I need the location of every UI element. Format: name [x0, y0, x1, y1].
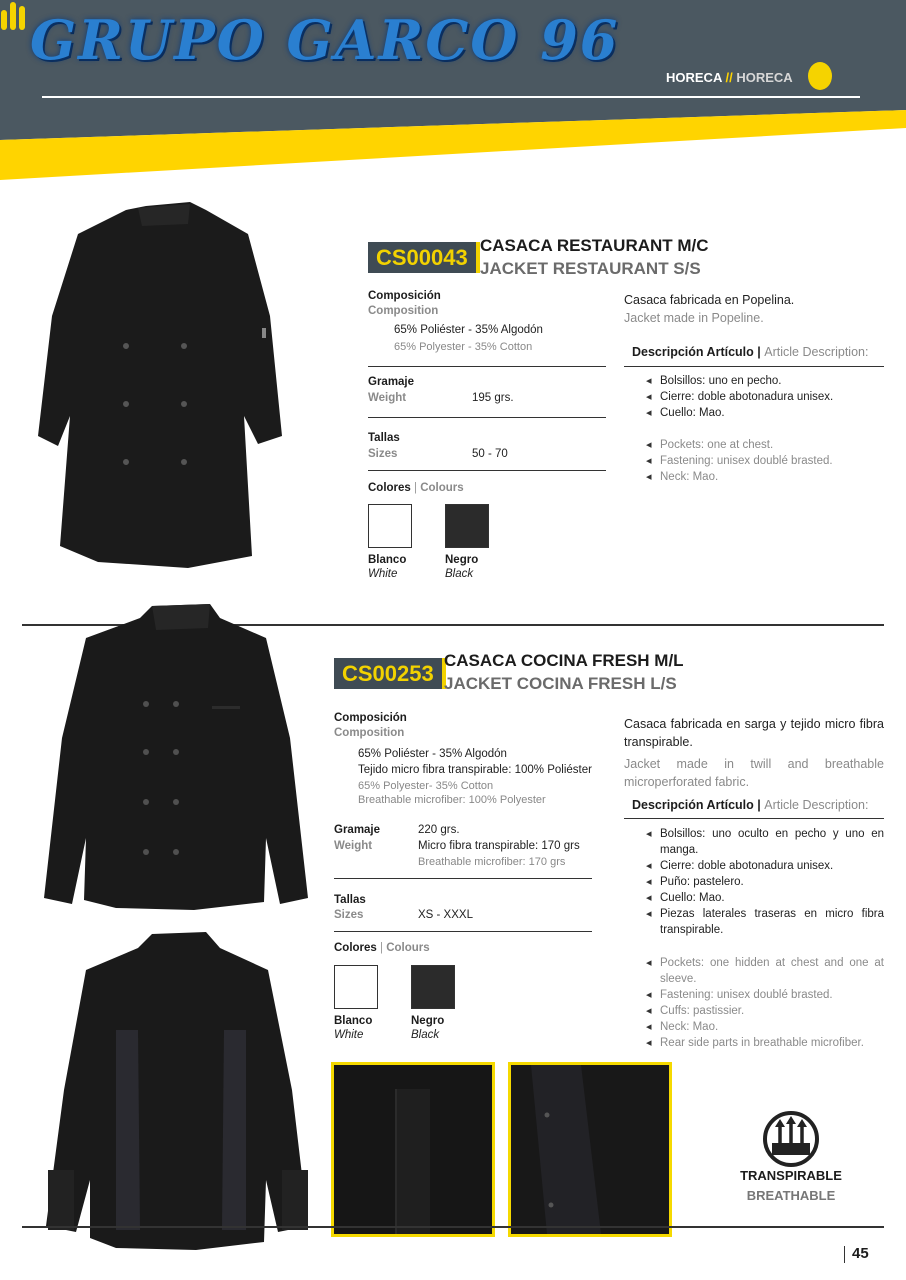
color-name-en: White	[334, 1029, 364, 1041]
color-name-es: Blanco	[368, 554, 407, 566]
product-title-en: JACKET RESTAURANT S/S	[480, 259, 701, 278]
colors-label-en: Colours	[386, 942, 430, 954]
description-divider	[624, 818, 884, 819]
article-description-es: Descripción Artículo	[632, 345, 754, 359]
header-divider	[42, 96, 860, 98]
weight-label-en: Weight	[334, 840, 373, 852]
sizes-label-en: Sizes	[334, 909, 364, 921]
fabric-detail-photo-chest	[331, 1062, 495, 1237]
list-item: ◂ Neck: Mao.	[646, 469, 884, 485]
colors-label-es: Colores	[368, 482, 411, 494]
sizes-label-en: Sizes	[368, 448, 398, 460]
composition-label-es: Composición	[368, 290, 441, 302]
breathable-icon	[762, 1110, 820, 1168]
colors-label-es: Colores	[334, 942, 377, 954]
bullet-list-en	[646, 955, 884, 1051]
spec-divider	[368, 470, 606, 471]
composition-label-en: Composition	[334, 727, 405, 739]
color-swatch-black	[411, 965, 455, 1009]
color-name-en: Black	[445, 568, 474, 580]
composition-label-en: Composition	[368, 305, 439, 317]
product-title-es: CASACA COCINA FRESH M/L	[444, 651, 684, 670]
sizes-value: 50 - 70	[472, 448, 508, 460]
colors-label-separator: |	[410, 482, 421, 494]
list-item: ◂ Fastening: unisex doublé brasted.	[646, 987, 884, 1003]
breathable-label-es: TRANSPIRABLE	[740, 1168, 842, 1183]
list-item: ◂ Pockets: one hidden at chest and one at sleeve.	[646, 955, 884, 987]
jacket-long-sleeve-front-photo	[44, 598, 314, 914]
list-item: ◂ Bolsillos: uno en pecho.	[646, 373, 884, 389]
list-item: ◂ Fastening: unisex doublé brasted.	[646, 453, 884, 469]
section-label-separator: //	[721, 70, 737, 85]
sizes-label-es: Tallas	[334, 894, 366, 906]
list-item: ◂ Rear side parts in breathable microfiber.	[646, 1035, 884, 1051]
composition-value-es: 65% Poliéster - 35% Algodón	[358, 748, 507, 760]
weight-value-en: Breathable microfiber: 170 grs	[418, 856, 566, 868]
description-en: Jacket made in twill and breathable microperforated fabric.	[624, 757, 884, 789]
chest-pocket-detail	[334, 1065, 492, 1234]
composition-value-en: 65% Polyester- 35% Cotton	[358, 780, 494, 792]
page-number: 45	[852, 1245, 869, 1262]
weight-label-es: Gramaje	[368, 376, 415, 388]
page-header	[0, 0, 906, 180]
sizes-label-es: Tallas	[368, 432, 400, 444]
weight-value: Micro fibra transpirable: 170 grs	[418, 840, 580, 852]
section-label	[666, 70, 793, 85]
list-item: ◂ Piezas laterales traseras en micro fibra transpirable.	[646, 906, 884, 938]
article-description-separator: |	[753, 345, 765, 359]
color-name-en: White	[368, 568, 398, 580]
section-label-es: HORECA	[666, 70, 722, 85]
list-item: ◂ Cuffs: pastissier.	[646, 1003, 884, 1019]
bullet-list-es	[646, 826, 884, 938]
product-code: CS00253	[334, 658, 446, 689]
breathable-label-en: BREATHABLE	[746, 1188, 836, 1203]
list-item: ◂ Pockets: one at chest.	[646, 437, 884, 453]
product-title-es: CASACA RESTAURANT M/C	[480, 236, 709, 255]
colors-label	[334, 942, 430, 954]
list-item: ◂ Cierre: doble abotonadura unisex.	[646, 858, 884, 874]
list-item: ◂ Neck: Mao.	[646, 1019, 884, 1035]
list-item: ◂ Bolsillos: uno oculto en pecho y uno en manga.	[646, 826, 884, 858]
article-description-en: Article Description:	[764, 345, 869, 359]
list-item: ◂ Cierre: doble abotonadura unisex.	[646, 389, 884, 405]
colors-label	[368, 482, 464, 494]
weight-value: 220 grs.	[418, 824, 460, 836]
color-name-es: Negro	[445, 554, 479, 566]
article-description-heading	[632, 798, 868, 812]
section-label-en: HORECA	[736, 70, 793, 85]
jacket-long-sleeve-back-photo	[46, 930, 316, 1252]
description-divider	[624, 366, 884, 367]
spec-divider	[334, 931, 592, 932]
article-description-heading	[632, 345, 868, 359]
yellow-dot-icon	[808, 62, 832, 90]
product-code: CS00043	[368, 242, 480, 273]
spec-divider	[368, 417, 606, 418]
side-panel-detail	[511, 1065, 669, 1234]
list-item: ◂ Puño: pastelero.	[646, 874, 884, 890]
sizes-value: XS - XXXL	[418, 909, 473, 921]
fabric-detail-photo-side	[508, 1062, 672, 1237]
weight-label-en: Weight	[368, 392, 407, 404]
bars-icon	[0, 0, 26, 32]
article-description-es: Descripción Artículo	[632, 798, 754, 812]
brand-logo: GRUPO GARCO 96	[30, 8, 620, 72]
composition-value-en: Breathable microfiber: 100% Polyester	[358, 794, 546, 806]
weight-label-es: Gramaje	[334, 824, 381, 836]
spec-divider	[334, 878, 592, 879]
composition-label-es: Composición	[334, 712, 407, 724]
footer-divider	[22, 1226, 884, 1228]
description-en: Jacket made in Popeline.	[624, 311, 764, 325]
product-title-en: JACKET COCINA FRESH L/S	[444, 674, 677, 693]
color-swatch-black	[445, 504, 489, 548]
list-item: ◂ Cuello: Mao.	[646, 890, 884, 906]
color-name-en: Black	[411, 1029, 440, 1041]
weight-value: 195 grs.	[472, 392, 514, 404]
color-name-es: Negro	[411, 1015, 445, 1027]
bullet-list-en	[646, 437, 884, 485]
colors-label-en: Colours	[420, 482, 464, 494]
article-description-separator: |	[753, 798, 765, 812]
description-es: Casaca fabricada en Popelina.	[624, 293, 795, 307]
jacket-short-sleeve-photo	[38, 196, 282, 578]
bullet-list-es	[646, 373, 884, 421]
composition-value-en: 65% Polyester - 35% Cotton	[394, 341, 533, 353]
color-name-es: Blanco	[334, 1015, 373, 1027]
colors-label-separator: |	[376, 942, 387, 954]
list-item: ◂ Cuello: Mao.	[646, 405, 884, 421]
color-swatch-white	[368, 504, 412, 548]
article-description-en: Article Description:	[764, 798, 869, 812]
spec-divider	[368, 366, 606, 367]
composition-value-es: 65% Poliéster - 35% Algodón	[394, 324, 543, 336]
description-es: Casaca fabricada en sarga y tejido micro fibra transpirable.	[624, 717, 884, 749]
composition-value-es: Tejido micro fibra transpirable: 100% Poliéster	[358, 764, 592, 776]
color-swatch-white	[334, 965, 378, 1009]
